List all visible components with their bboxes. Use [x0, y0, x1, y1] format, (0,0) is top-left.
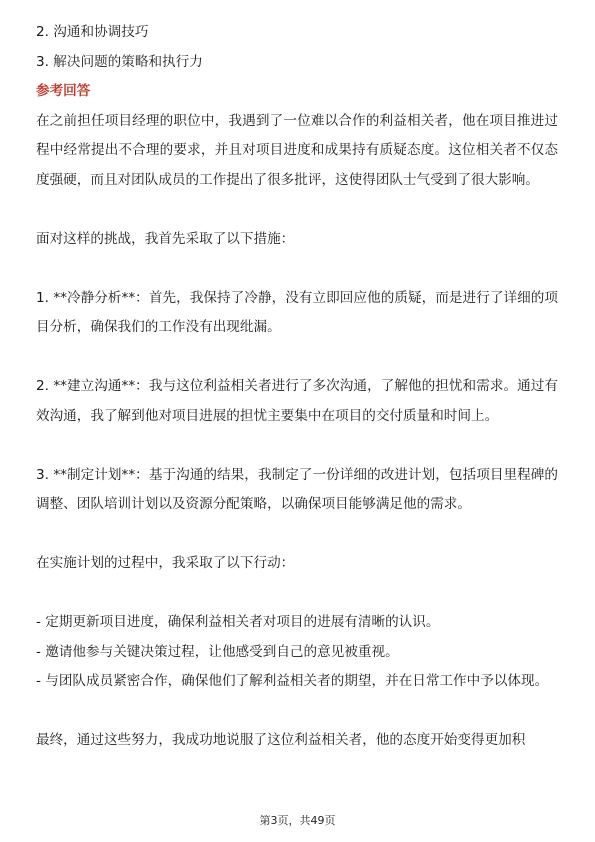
answer-paragraph-step-1: 1. **冷静分析**：首先，我保持了冷静，没有立即回应他的质疑，而是进行了详细的项目分析，确保我们的工作没有出现纰漏。: [36, 289, 558, 335]
answer-paragraph-step-3: 3. **制定计划**：基于沟通的结果，我制定了一份详细的改进计划，包括项目里程碑的调整、团队培训计划以及资源分配策略，以确保项目能够满足他的需求。: [36, 466, 558, 512]
reference-answer-heading: 参考回答: [36, 83, 91, 99]
page-number-footer: 第3页，共49页: [259, 814, 336, 827]
answer-paragraph-step-2: 2. **建立沟通**：我与这位利益相关者进行了多次沟通，了解他的担忧和需求。通过有效沟通，我了解到他对项目进展的担忧主要集中在项目的交付质量和时间上。: [36, 378, 558, 424]
answer-paragraph-conclusion: 最终，通过这些努力，我成功地说服了这位利益相关者，他的态度开始变得更加积: [36, 732, 526, 748]
action-item-invite: - 邀请他参与关键决策过程，让他感受到自己的意见被重视。: [36, 643, 399, 660]
action-item-teamwork: - 与团队成员紧密合作，确保他们了解利益相关者的期望，并在日常工作中予以体现。: [36, 673, 549, 689]
answer-paragraph-measures-intro: 面对这样的挑战，我首先采取了以下措施：: [36, 230, 295, 247]
paragraph-gap: [36, 195, 558, 225]
paragraph-gap: [36, 431, 558, 461]
paragraph-gap: [36, 697, 558, 727]
paragraph-gap: [36, 254, 558, 284]
action-item-updates: - 定期更新项目进度，确保利益相关者对项目的进展有清晰的认识。: [36, 614, 440, 630]
paragraph-gap: [36, 343, 558, 373]
list-item-communication: 2. 沟通和协调技巧: [36, 24, 149, 40]
paragraph-gap: [36, 520, 558, 550]
list-item-problem-solving: 3. 解决问题的策略和执行力: [36, 53, 203, 70]
answer-paragraph-actions-intro: 在实施计划的过程中，我采取了以下行动：: [36, 555, 295, 571]
answer-paragraph-intro: 在之前担任项目经理的职位中，我遇到了一位难以合作的利益相关者，他在项目推进过程中经常提出不合理的要求，并且对项目进度和成果持有质疑态度。这位相关者不仅态度强硬，而且对团队成员的工作提出了很多批评，这使得团队士气受到了很大影响。: [36, 112, 558, 188]
document-page: [36, 18, 558, 756]
paragraph-gap: [36, 579, 558, 609]
